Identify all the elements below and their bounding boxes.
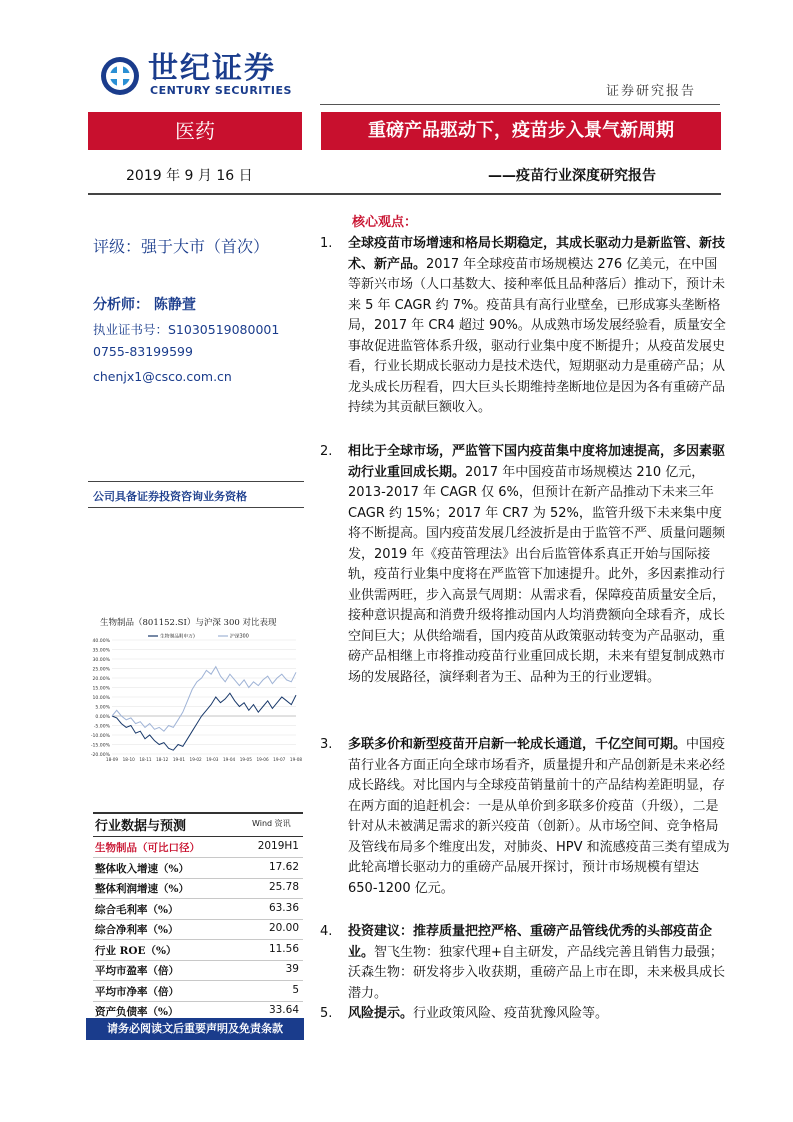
chart-series-line-1 (112, 667, 296, 732)
table-row-label: 平均市净率（倍） (95, 985, 179, 998)
point-number: 4. (320, 924, 333, 939)
analyst-phone: 0755-83199599 (93, 344, 193, 359)
table-row (93, 939, 303, 961)
chart-y-tick-label: 5.00% (95, 705, 110, 711)
point-number: 3. (320, 737, 333, 752)
chart-legend-label: 生物制品Ⅱ(申万) (160, 634, 195, 640)
table-row-value: 25.78 (268, 881, 299, 893)
chart-legend-label: 沪深300 (230, 634, 249, 640)
company-name-cn: 世纪证券 (148, 51, 276, 86)
core-point (320, 234, 730, 419)
point-number: 1. (320, 236, 333, 251)
company-logo-icon (100, 56, 140, 96)
chart-x-tick-label: 19-05 (239, 757, 252, 762)
table-row-value: 33.64 (268, 1004, 299, 1016)
chart-y-tick-label: 40.00% (92, 639, 110, 644)
core-point (320, 1004, 730, 1025)
chart-x-tick-label: 18-10 (122, 757, 135, 762)
table-row (93, 836, 303, 858)
chart-y-tick-label: -5.00% (93, 724, 110, 730)
chart-y-tick-label: 20.00% (92, 677, 110, 682)
core-point (320, 735, 730, 899)
chart-x-tick-label: 19-08 (289, 757, 303, 762)
certificate-number: 执业证书号：S1030519080001 (93, 322, 280, 337)
point-summary: 多联多价和新型疫苗开启新一轮成长通道，千亿空间可期。 (348, 737, 687, 752)
chart-y-tick-label: 15.00% (92, 686, 110, 692)
chart-y-tick-label: 0.00% (95, 715, 110, 720)
table-row-label: 行业 ROE（%） (95, 944, 177, 957)
table-row-label: 综合毛利率（%） (95, 903, 179, 916)
point-detail: 行业政策风险、疫苗犹豫风险等。 (413, 1006, 609, 1021)
qualification-note: 公司具备证券投资咨询业务资格 (93, 490, 247, 503)
table-row (93, 857, 303, 879)
table-row-value: 63.36 (268, 901, 299, 914)
point-detail: 2017 年全球疫苗市场规模达 276 亿美元，在中国等新兴市场（人口基数大、接种率低且品种落后）推动下，预计未来 5 年 CAGR 约 7%。疫苗具有高行业壁垒，已形成寡头垄断格局，2017 年 CR4 超过 90%。从成熟市场发展经验看，质量安全事故促进监管体系升级，驱动行业集中度不断提升；从疫苗发展史看，行业长期成长驱动力是技术迭代，短期驱动力是重磅产品；从龙头成长历程看，四大巨头长期维持垄断地位是因为各有重磅产品持续为其贡献巨额收入。 (348, 256, 726, 415)
table-row-label: 资产负债率（%） (95, 1006, 179, 1018)
point-summary: 相比于全球市场，严监管下国内疫苗集中度将加速提高，多因素驱动行业重回成长期。 (348, 444, 726, 480)
table-row-label: 综合净利率（%） (95, 924, 179, 936)
chart-y-tick-label: 25.00% (92, 667, 110, 673)
chart-y-tick-label: -15.00% (90, 743, 110, 749)
chart-y-tick-label: 10.00% (92, 696, 110, 701)
chart-y-tick-label: -10.00% (90, 734, 110, 739)
table-row (93, 980, 303, 1002)
table-row-label: 整体利润增速（%） (95, 883, 189, 895)
analyst-name: 分析师： 陈静萱 (93, 297, 196, 313)
qualification-bottom-rule (88, 507, 304, 508)
table-row-value: 5 (292, 983, 299, 996)
header-divider (88, 193, 721, 195)
point-number: 2. (320, 444, 333, 459)
chart-x-tick-label: 19-01 (172, 757, 185, 762)
chart-x-tick-label: 18-12 (156, 757, 169, 762)
table-row-value: 20.00 (268, 922, 299, 934)
rating: 评级：强于大市（首次） (93, 237, 270, 256)
analyst-email[interactable]: chenjx1@csco.com.cn (93, 369, 232, 384)
chart-y-tick-label: -20.00% (90, 753, 110, 758)
company-name-en: CENTURY SECURITIES (150, 84, 292, 97)
table-row-label: 平均市盈率（倍） (95, 965, 179, 977)
industry-table-source: Wind 资讯 (252, 819, 291, 828)
point-summary: 风险提示。 (348, 1006, 414, 1021)
table-row-label: 整体收入增速（%） (95, 862, 189, 875)
chart-x-tick-label: 19-04 (223, 757, 236, 762)
point-summary: 投资建议：推荐质量把控严格、重磅产品管线优秀的头部疫苗企业。 (348, 924, 713, 960)
chart-x-tick-label: 18-11 (139, 757, 152, 762)
performance-chart (86, 628, 304, 768)
industry-table-title: 行业数据与预测 (95, 819, 187, 834)
sector-label: 医药 (88, 112, 302, 150)
point-detail: 2017 年中国疫苗市场规模达 210 亿元，2013-2017 年 CAGR 仅 6%，但预计在新产品推动下未来三年 CAGR 约 15%；2017 年 CR7 为 52%，监管升级下未来集中度将不断提高。国内疫苗发展几经波折是由于监管不严、质量问题频发，2019 年《疫苗管理法》出台后监管体系真正开始与国际接轨，疫苗行业集中度将在严监管下加速提升。此外，多因素推动行业供需两旺，步入高景气周期：从需求看，保障疫苗质量安全后，接种意识提高和消费升级将推动国内人均消费额向全球看齐，成长空间巨大；从供给端看，国内疫苗从政策驱动转变为产品驱动，重磅产品相继上市将推动疫苗行业重回成长期，未来有望复制成熟市场的发展路径，演绎剩者为王、品种为王的行业逻辑。 (348, 464, 726, 685)
table-row-value: 39 (285, 963, 299, 975)
point-detail: 智飞生物：独家代理+自主研发，产品线完善且销售力最强；沃森生物：研发将步入收获期，重磅产品上市在即，未来极具成长潜力。 (348, 944, 726, 1001)
chart-y-tick-label: 35.00% (92, 648, 110, 654)
chart-x-tick-label: 19-03 (206, 757, 219, 762)
header-rule (320, 104, 720, 105)
table-row (93, 918, 303, 940)
table-row-value: 11.56 (268, 942, 299, 955)
table-row (93, 898, 303, 920)
chart-x-tick-label: 19-07 (273, 757, 286, 762)
point-detail: 中国疫苗行业各方面正向全球市场看齐，质量提升和产品创新是未来必经成长路线。对比国内与全球疫苗销量前十的产品结构差距明显，存在两方面的追赶机会：一是从单价到多联多价疫苗（升级），二是针对从未被满足需求的新兴疫苗（创新）。从市场空间、竞争格局及管线布局多个维度出发，对肺炎、HPV 和流感疫苗三类有望成为此轮高增长驱动力的重磅产品展开探讨，预计市场规模有望达 650-1200 亿元。 (348, 737, 730, 896)
report-subtitle: ——疫苗行业深度研究报告 (488, 168, 656, 184)
table-row-value: 17.62 (268, 860, 299, 873)
chart-x-tick-label: 19-02 (189, 757, 202, 762)
table-row (93, 877, 303, 899)
chart-x-tick-label: 19-06 (256, 757, 269, 762)
table-row-label: 生物制品（可比口径） (95, 842, 200, 854)
chart-x-tick-label: 18-09 (105, 757, 119, 762)
core-point (320, 922, 730, 1004)
table-row-value: 2019H1 (257, 840, 299, 852)
disclaimer-banner: 请务必阅读文后重要声明及免责条款 (86, 1018, 304, 1040)
table-row (93, 959, 303, 981)
qualification-top-rule (88, 481, 304, 482)
report-title: 重磅产品驱动下，疫苗步入景气新周期 (321, 112, 721, 150)
chart-title: 生物制品（801152.SI）与沪深 300 对比表现 (100, 618, 277, 628)
point-summary: 全球疫苗市场增速和格局长期稳定，其成长驱动力是新监管、新技术、新产品。 (348, 236, 726, 272)
point-number: 5. (320, 1006, 333, 1021)
chart-y-tick-label: 30.00% (92, 658, 110, 663)
core-views-heading: 核心观点： (352, 215, 418, 230)
core-point (320, 442, 730, 688)
report-type: 证券研究报告 (606, 84, 697, 99)
report-date: 2019 年 9 月 16 日 (126, 168, 253, 184)
